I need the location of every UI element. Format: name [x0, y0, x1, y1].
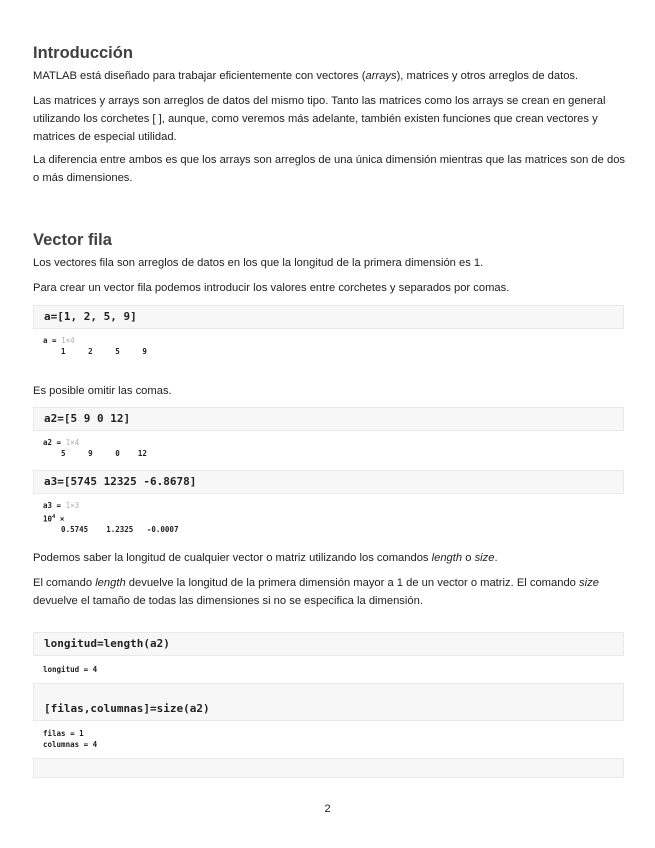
paragraph — [33, 549, 626, 567]
code-text: a3=[5745 12325 -6.8678] — [44, 475, 197, 488]
scale-base: 10 — [43, 514, 53, 523]
paragraph — [33, 574, 626, 610]
output-values: 5 9 0 12 — [43, 448, 147, 458]
text-span: o — [462, 552, 475, 564]
text-span: ), matrices y otros arreglos de datos. — [396, 70, 579, 82]
output-values: longitud = 4 — [43, 665, 98, 674]
code-block[interactable] — [33, 632, 624, 656]
paragraph: Las matrices y arrays son arreglos de datos del mismo tipo. Tanto las matrices como los arrays se crean en general utilizando los corchetes [ ], aunque, como veremos más adelante, también existen funciones que crean vectores y matrices de especial utilidad. — [33, 95, 606, 143]
code-output — [43, 665, 97, 676]
output-label: a = — [43, 336, 62, 345]
paragraph: Para crear un vector fila podemos introducir los valores entre corchetes y separados por comas. — [33, 282, 510, 294]
output-line: filas = 1 — [43, 729, 84, 738]
text-span: devuelve el tamaño de todas las dimensiones si no se especifica la dimensión. — [33, 595, 423, 607]
output-label: a3 = — [43, 501, 66, 510]
text-emphasis: size — [474, 552, 495, 564]
code-text: longitud=length(a2) — [44, 637, 170, 650]
code-output — [43, 729, 97, 750]
text-emphasis: length — [431, 552, 463, 564]
output-label: a2 = — [43, 438, 66, 447]
code-block[interactable] — [33, 470, 624, 494]
paragraph: Es posible omitir las comas. — [33, 385, 172, 397]
paragraph: Los vectores fila son arreglos de datos en los que la longitud de la primera dimensión es 1. — [33, 257, 484, 269]
code-block[interactable] — [33, 407, 624, 431]
paragraph: La diferencia entre ambos es que los arrays son arreglos de una única dimensión mientras que las matrices son de dos o más dimensiones. — [33, 154, 626, 184]
section-title-introduccion: Introducción — [33, 44, 133, 62]
code-block[interactable] — [33, 305, 624, 329]
code-text: a2=[5 9 0 12] — [44, 412, 131, 425]
page-number: 2 — [324, 803, 331, 815]
output-line: columnas = 4 — [43, 739, 98, 749]
output-dimension: 1×4 — [65, 438, 80, 447]
code-text: [filas,columnas]=size(a2) — [44, 702, 210, 715]
text-span: . — [494, 552, 498, 564]
text-emphasis: arrays — [365, 70, 397, 82]
text-span: El comando — [33, 577, 96, 589]
output-dimension: 1×3 — [65, 501, 80, 510]
scale-exponent: 4 — [52, 513, 56, 520]
paragraph — [33, 67, 626, 85]
output-values: 0.5745 1.2325 -0.0007 — [43, 524, 179, 534]
code-output — [43, 438, 147, 459]
code-text: a=[1, 2, 5, 9] — [44, 310, 137, 323]
code-output — [43, 501, 178, 535]
text-span: MATLAB está diseñado para trabajar eficientemente con vectores ( — [33, 70, 366, 82]
section-title-vector-fila: Vector fila — [33, 231, 112, 249]
code-output — [43, 336, 147, 357]
scale-times: × — [55, 514, 65, 523]
text-emphasis: length — [95, 577, 126, 589]
text-span: devuelve la longitud de la primera dimensión mayor a 1 de un vector o matriz. El comando — [125, 577, 580, 589]
text-emphasis: size — [579, 577, 599, 589]
output-dimension: 1×4 — [61, 336, 75, 345]
output-values: 1 2 5 9 — [43, 346, 147, 356]
code-block[interactable] — [33, 683, 624, 721]
code-block-empty[interactable] — [33, 758, 624, 778]
text-span: Podemos saber la longitud de cualquier vector o matriz utilizando los comandos — [33, 552, 432, 564]
